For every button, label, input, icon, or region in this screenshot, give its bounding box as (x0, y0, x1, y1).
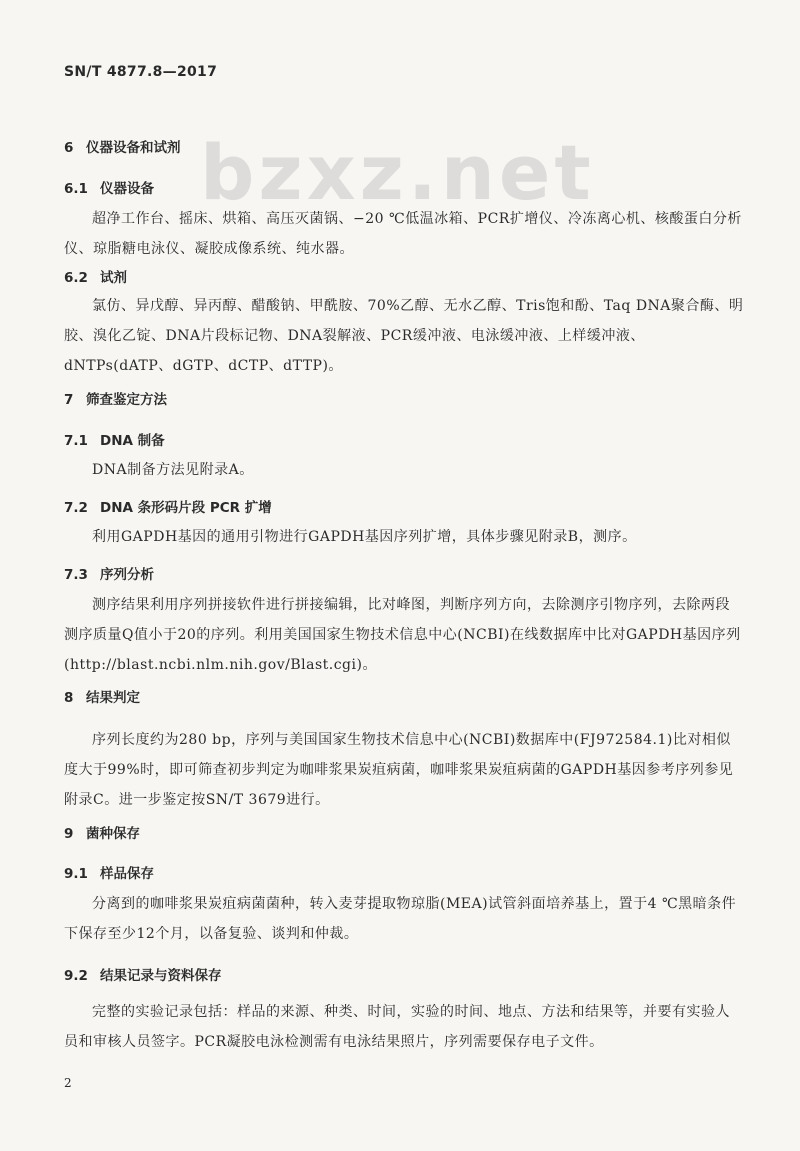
watermark: bzxz.net (200, 128, 595, 217)
section-number: 9 (64, 826, 74, 842)
standard-code: SN/T 4877.8—2017 (64, 64, 218, 80)
section-number: 7.2 (64, 500, 88, 516)
section-number: 9.2 (64, 968, 88, 984)
section-number: 7 (64, 392, 74, 408)
section-7-2-body: 利用GAPDH基因的通用引物进行GAPDH基因序列扩增，具体步骤见附录B，测序。 (92, 529, 637, 545)
section-7-heading (64, 388, 167, 408)
section-number: 8 (64, 690, 74, 706)
section-6-2-heading (64, 266, 127, 286)
section-title: DNA 条形码片段 PCR 扩增 (100, 500, 272, 516)
section-number: 6.2 (64, 270, 88, 286)
section-7-3-body: 测序结果利用序列拼接软件进行拼接编辑，比对峰图，判断序列方向，去除测序引物序列，去除两段测序质量Q值小于20的序列。利用美国国家生物技术信息中心(NCBI)在线数据库中比对GAPDH基因序列(http://blast.ncbi.nlm.nih.gov/Blast.cgi)。 (64, 597, 741, 673)
section-8-body: 序列长度约为280 bp，序列与美国国家生物技术信息中心(NCBI)数据库中(FJ972584.1)比对相似度大于99%时，即可筛查初步判定为咖啡浆果炭疽病菌，咖啡浆果炭疽病菌的GAPDH基因参考序列参见附录C。进一步鉴定按SN/T 3679进行。 (64, 732, 734, 808)
section-title: 结果判定 (86, 690, 140, 706)
section-9-2-heading (64, 964, 222, 984)
section-6-1-heading (64, 177, 154, 197)
section-8-heading (64, 686, 140, 706)
section-6-2-body: 氯仿、异戊醇、异丙醇、醋酸钠、甲酰胺、70%乙醇、无水乙醇、Tris饱和酚、Taq DNA聚合酶、明胶、溴化乙锭、DNA片段标记物、DNA裂解液、PCR缓冲液、电泳缓冲液、上样缓冲液、dNTPs(dATP、dGTP、dCTP、dTTP)。 (64, 298, 744, 374)
section-number: 6 (64, 140, 74, 156)
section-7-3-heading (64, 563, 154, 583)
section-title: 试剂 (100, 270, 127, 286)
section-6-1-body: 超净工作台、摇床、烘箱、高压灭菌锅、−20 ℃低温冰箱、PCR扩增仪、冷冻离心机、核酸蛋白分析仪、琼脂糖电泳仪、凝胶成像系统、纯水器。 (64, 211, 742, 257)
section-6-heading (64, 136, 181, 156)
section-title: 仪器设备和试剂 (86, 140, 181, 156)
section-9-2-body: 完整的实验记录包括：样品的来源、种类、时间，实验的时间、地点、方法和结果等，并要有实验人员和审核人员签字。PCR凝胶电泳检测需有电泳结果照片，序列需要保存电子文件。 (64, 1004, 730, 1050)
page-number: 2 (64, 1076, 72, 1090)
section-title: DNA 制备 (100, 433, 165, 449)
section-7-1-heading (64, 429, 165, 449)
section-title: 筛查鉴定方法 (86, 392, 167, 408)
section-title: 序列分析 (100, 567, 154, 583)
section-9-1-body: 分离到的咖啡浆果炭疽病菌菌种，转入麦芽提取物琼脂(MEA)试管斜面培养基上，置于4 ℃黑暗条件下保存至少12个月，以备复验、谈判和仲裁。 (64, 896, 737, 942)
section-number: 7.1 (64, 433, 88, 449)
section-number: 7.3 (64, 567, 88, 583)
section-title: 菌种保存 (86, 826, 140, 842)
section-title: 结果记录与资料保存 (100, 968, 222, 984)
section-title: 仪器设备 (100, 181, 154, 197)
section-7-1-body: DNA制备方法见附录A。 (92, 462, 254, 478)
section-number: 9.1 (64, 866, 88, 882)
section-title: 样品保存 (100, 866, 154, 882)
section-7-2-heading (64, 496, 272, 516)
section-number: 6.1 (64, 181, 88, 197)
section-9-1-heading (64, 862, 154, 882)
section-9-heading (64, 822, 140, 842)
